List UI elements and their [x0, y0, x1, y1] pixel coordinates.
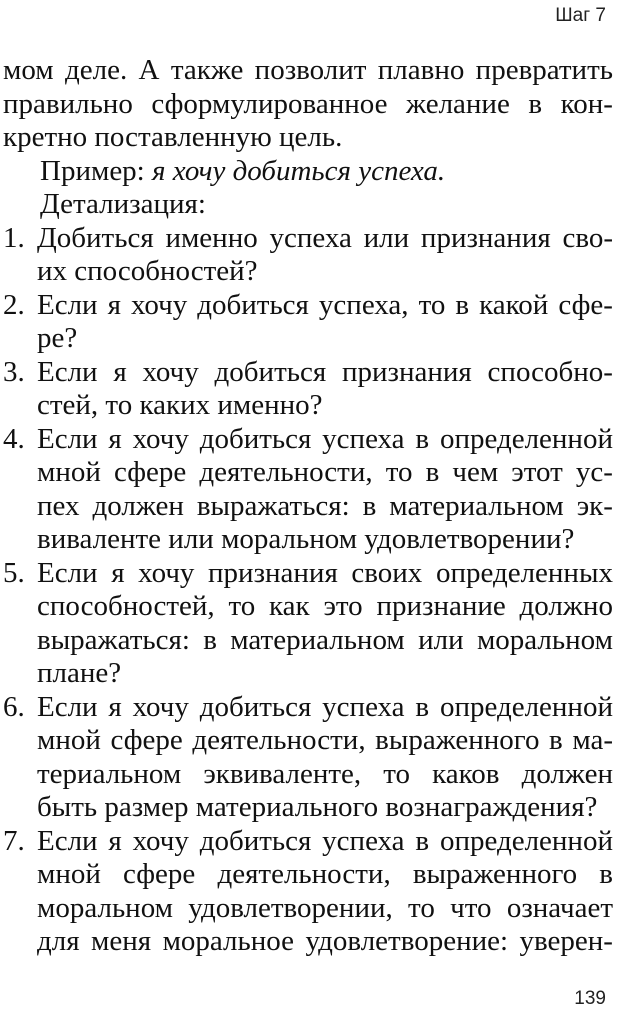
list-item-text: пех должен выражаться: в материальном эк- [37, 489, 613, 522]
list-item-text: Если я хочу добиться успеха, то в какой сфе- [37, 288, 613, 321]
list-item-line [3, 758, 613, 792]
list-item-line: плане? [37, 657, 122, 689]
list-item-line [3, 356, 613, 390]
list-item-number: 4. [3, 422, 25, 455]
list-item-number: 2. [3, 288, 25, 321]
list-item-line [3, 925, 613, 959]
body-text [3, 54, 613, 959]
list-item-line [3, 557, 613, 591]
list-item-line [3, 490, 613, 524]
list-item-line [3, 892, 613, 926]
list-item-text: моральном удовлетворении, то что означает [37, 891, 613, 924]
detail-list [3, 222, 613, 959]
list-item-text: териальном эквиваленте, то каков должен [37, 757, 613, 790]
list-item-line [3, 724, 613, 758]
list-item-text: мной сфере деятельности, выраженного в ма- [37, 724, 613, 756]
list-item-line [3, 858, 613, 892]
page-number: 139 [574, 988, 606, 1009]
list-item-text: Если я хочу добиться признания способно- [37, 355, 613, 388]
list-item-text: выражаться: в материальном или моральном [37, 623, 613, 656]
list-item-number: 5. [3, 556, 25, 589]
intro-line: правильно сформулированное желание в кон- [3, 87, 613, 120]
list-item-text: Если я хочу признания своих определенных [37, 556, 613, 589]
example-text: я хочу добиться успеха. [152, 154, 446, 187]
list-item-text: Если я хочу добиться успеха в определенной [37, 422, 613, 455]
list-item-line: стей, то каких именно? [37, 389, 323, 421]
intro-line: мом деле. А также позволит плавно превратить [3, 54, 613, 86]
list-item-text: Добиться именно успеха или признания сво- [37, 221, 613, 254]
list-item-text: Если я хочу добиться успеха в определенной [37, 690, 613, 723]
list-item-line [3, 590, 613, 624]
list-item-line: быть размер материального вознаграждения? [37, 791, 598, 823]
intro-line: кретно поставленную цель. [3, 121, 343, 153]
list-item-number: 1. [3, 221, 25, 254]
list-item-line [3, 825, 613, 859]
list-item-text: мной сфере деятельности, выраженного в [37, 858, 613, 890]
list-item-number: 3. [3, 355, 25, 388]
list-item-number: 7. [3, 824, 25, 857]
list-item-line [3, 423, 613, 457]
list-item-line: их способностей? [37, 255, 258, 287]
detail-label: Детализация: [40, 188, 206, 220]
list-item-text: способностей, то как это признание должно [37, 590, 613, 622]
list-item-line [3, 624, 613, 658]
example-label: Пример: [40, 154, 145, 187]
list-item-line: виваленте или моральном удовлетворении? [37, 523, 575, 555]
list-item-line [3, 691, 613, 725]
list-item-text: мной сфере деятельности, то в чем этот ус- [37, 456, 613, 488]
list-item-text: для меня моральное удовлетворение: уверен- [37, 925, 613, 957]
list-item-text: Если я хочу добиться успеха в определенной [37, 824, 613, 857]
list-item-line [3, 289, 613, 323]
running-header: Шаг 7 [555, 5, 606, 26]
example-line [3, 155, 613, 189]
list-item-line [3, 222, 613, 256]
list-item-line: ре? [37, 322, 78, 354]
list-item-line [3, 456, 613, 490]
list-item-number: 6. [3, 690, 25, 723]
